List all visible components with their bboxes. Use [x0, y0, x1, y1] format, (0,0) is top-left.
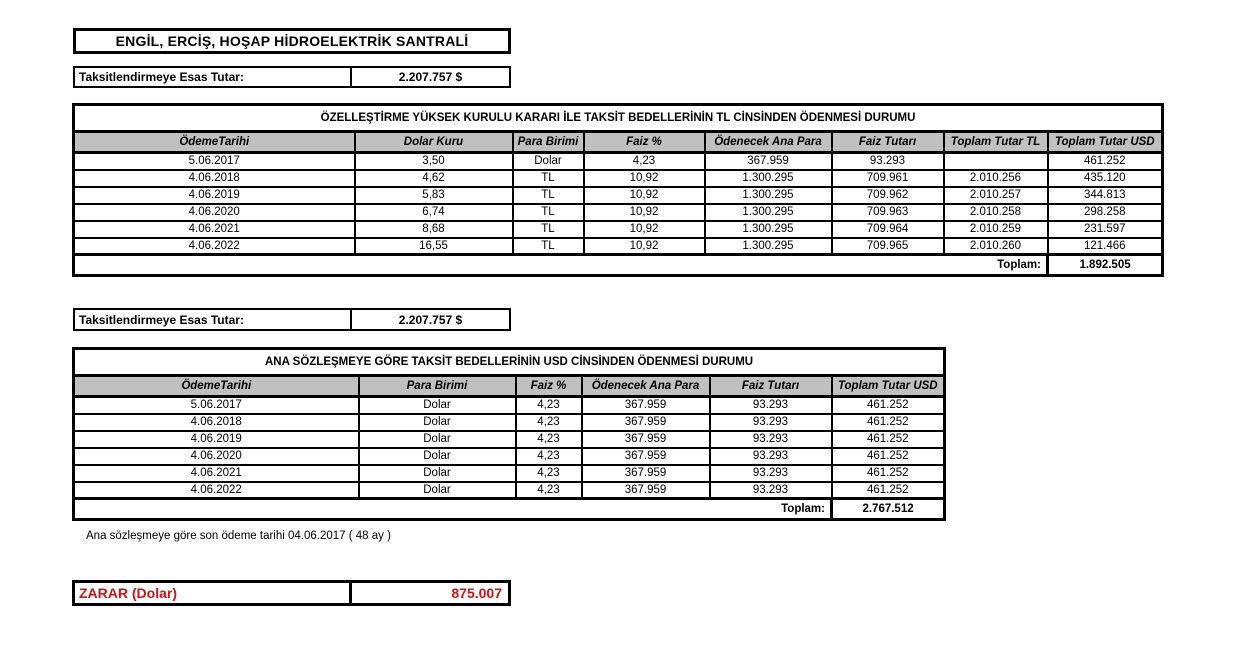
table-cell: 10,92: [584, 221, 705, 238]
usd-table-header-row: [74, 376, 945, 397]
table-cell: 10,92: [584, 238, 705, 255]
table-cell: 93.293: [710, 465, 832, 482]
table-cell: 709.963: [832, 204, 944, 221]
column-header: Faiz %: [584, 132, 705, 153]
table-cell: 709.965: [832, 238, 944, 255]
column-header: ÖdemeTarihi: [74, 376, 359, 397]
table-cell: 4,23: [516, 414, 582, 431]
usd-payments-table: [72, 347, 946, 521]
tl-table-header-row: [74, 132, 1163, 153]
installment-base-value: 2.207.757 $: [398, 312, 463, 327]
table-cell: 2.010.260: [944, 238, 1048, 255]
table-cell: 1.300.295: [705, 204, 832, 221]
tl-total-label: Toplam:: [74, 255, 1048, 276]
table-cell: 4,62: [355, 170, 513, 187]
table-cell: 93.293: [832, 153, 944, 170]
table-cell: 4.06.2018: [74, 170, 355, 187]
table-cell: 93.293: [710, 482, 832, 499]
table-cell: Dolar: [513, 153, 584, 170]
table-cell: 4.06.2020: [74, 448, 359, 465]
table-cell: 461.252: [832, 482, 945, 499]
table-cell: 4,23: [516, 482, 582, 499]
loss-box: [72, 580, 511, 606]
table-row: [74, 238, 1163, 255]
table-cell: 2.010.259: [944, 221, 1048, 238]
installment-base-value: 2.207.757 $: [398, 70, 463, 84]
table-row: [74, 448, 945, 465]
table-cell: 367.959: [582, 465, 710, 482]
installment-base-label: Taksitlendirmeye Esas Tutar:: [75, 310, 352, 329]
table-cell: 4,23: [516, 448, 582, 465]
column-header: Toplam Tutar TL: [944, 132, 1048, 153]
table-cell: Dolar: [359, 448, 516, 465]
table-cell: 4,23: [516, 465, 582, 482]
usd-table-body: [74, 397, 945, 499]
table-cell: 367.959: [582, 431, 710, 448]
table-cell: 10,92: [584, 204, 705, 221]
usd-total-value: 2.767.512: [832, 499, 945, 520]
column-header: Para Birimi: [359, 376, 516, 397]
tl-total-value: 1.892.505: [1048, 255, 1163, 276]
table-cell: 2.010.257: [944, 187, 1048, 204]
table-cell: TL: [513, 238, 584, 255]
table-row: [74, 153, 1163, 170]
table-cell: 4.06.2018: [74, 414, 359, 431]
table-cell: Dolar: [359, 397, 516, 414]
table-cell: 8,68: [355, 221, 513, 238]
tl-table-body: [74, 153, 1163, 255]
table-cell: 1.300.295: [705, 238, 832, 255]
column-header: Toplam Tutar USD: [832, 376, 945, 397]
table-cell: 4.06.2022: [74, 482, 359, 499]
table-cell: 4,23: [516, 397, 582, 414]
installment-base-box-middle: [73, 308, 511, 331]
table-cell: 4,23: [516, 431, 582, 448]
table-cell: 461.252: [832, 431, 945, 448]
loss-label: ZARAR (Dolar): [75, 583, 352, 603]
table-cell: 344.813: [1048, 187, 1163, 204]
table-cell: 461.252: [1048, 153, 1163, 170]
table-cell: 5.06.2017: [74, 397, 359, 414]
table-cell: TL: [513, 204, 584, 221]
table-row: [74, 431, 945, 448]
table-cell: 298.258: [1048, 204, 1163, 221]
usd-table-total-row: [74, 499, 945, 520]
table-cell: 367.959: [582, 448, 710, 465]
table-cell: 4.06.2019: [74, 187, 355, 204]
table-cell: 4.06.2020: [74, 204, 355, 221]
table-cell: 461.252: [832, 397, 945, 414]
installment-base-box-top: [73, 66, 511, 88]
table-row: [74, 465, 945, 482]
last-payment-note: Ana sözleşmeye göre son ödeme tarihi 04.06.2017 ( 48 ay ): [86, 530, 391, 542]
table-row: [74, 397, 945, 414]
column-header: Faiz Tutarı: [832, 132, 944, 153]
table-cell: 93.293: [710, 397, 832, 414]
table-cell: TL: [513, 187, 584, 204]
table-row: [74, 482, 945, 499]
table-cell: 709.964: [832, 221, 944, 238]
table-cell: 1.300.295: [705, 187, 832, 204]
table-cell: 709.962: [832, 187, 944, 204]
table-cell: Dolar: [359, 482, 516, 499]
tl-table-title: ÖZELLEŞTİRME YÜKSEK KURULU KARARI İLE TAKSİT BEDELLERİNİN TL CİNSİNDEN ÖDENMESİ DURUMU: [74, 105, 1163, 132]
table-cell: 367.959: [582, 414, 710, 431]
loss-value: 875.007: [451, 585, 502, 601]
table-cell: 367.959: [582, 397, 710, 414]
table-cell: 16,55: [355, 238, 513, 255]
table-cell: 5,83: [355, 187, 513, 204]
table-cell: 10,92: [584, 170, 705, 187]
usd-total-label: Toplam:: [74, 499, 832, 520]
usd-table-title: ANA SÖZLEŞMEYE GÖRE TAKSİT BEDELLERİNİN USD CİNSİNDEN ÖDENMESİ DURUMU: [74, 349, 945, 376]
table-cell: 2.010.258: [944, 204, 1048, 221]
table-cell: 4.06.2022: [74, 238, 355, 255]
table-row: [74, 170, 1163, 187]
tl-table-total-row: [74, 255, 1163, 276]
table-cell: 93.293: [710, 414, 832, 431]
table-cell: 367.959: [582, 482, 710, 499]
table-row: [74, 204, 1163, 221]
table-cell: TL: [513, 221, 584, 238]
column-header: Dolar Kuru: [355, 132, 513, 153]
table-cell: 231.597: [1048, 221, 1163, 238]
table-cell: 6,74: [355, 204, 513, 221]
table-cell: 3,50: [355, 153, 513, 170]
column-header: Ödenecek Ana Para: [705, 132, 832, 153]
tl-payments-table: [72, 103, 1164, 277]
table-cell: 461.252: [832, 465, 945, 482]
table-cell: 2.010.256: [944, 170, 1048, 187]
column-header: Faiz Tutarı: [710, 376, 832, 397]
table-cell: 367.959: [705, 153, 832, 170]
table-cell: Dolar: [359, 414, 516, 431]
table-cell: Dolar: [359, 465, 516, 482]
table-cell: 435.120: [1048, 170, 1163, 187]
page-title: ENGİL, ERCİŞ, HOŞAP HİDROELEKTRİK SANTRALİ: [73, 28, 511, 54]
table-cell: [944, 153, 1048, 170]
table-cell: 1.300.295: [705, 221, 832, 238]
column-header: Ödenecek Ana Para: [582, 376, 710, 397]
table-cell: 5.06.2017: [74, 153, 355, 170]
table-cell: 4.06.2021: [74, 221, 355, 238]
table-cell: 461.252: [832, 448, 945, 465]
column-header: ÖdemeTarihi: [74, 132, 355, 153]
column-header: Faiz %: [516, 376, 582, 397]
table-cell: 461.252: [832, 414, 945, 431]
table-cell: 4.06.2021: [74, 465, 359, 482]
table-cell: 709.961: [832, 170, 944, 187]
table-cell: 1.300.295: [705, 170, 832, 187]
table-cell: 4,23: [584, 153, 705, 170]
column-header: Toplam Tutar USD: [1048, 132, 1163, 153]
table-cell: Dolar: [359, 431, 516, 448]
table-row: [74, 221, 1163, 238]
table-row: [74, 187, 1163, 204]
table-cell: 93.293: [710, 431, 832, 448]
table-cell: TL: [513, 170, 584, 187]
table-cell: 4.06.2019: [74, 431, 359, 448]
table-cell: 121.466: [1048, 238, 1163, 255]
column-header: Para Birimi: [513, 132, 584, 153]
table-row: [74, 414, 945, 431]
table-cell: 10,92: [584, 187, 705, 204]
installment-base-label: Taksitlendirmeye Esas Tutar:: [75, 68, 352, 86]
table-cell: 93.293: [710, 448, 832, 465]
